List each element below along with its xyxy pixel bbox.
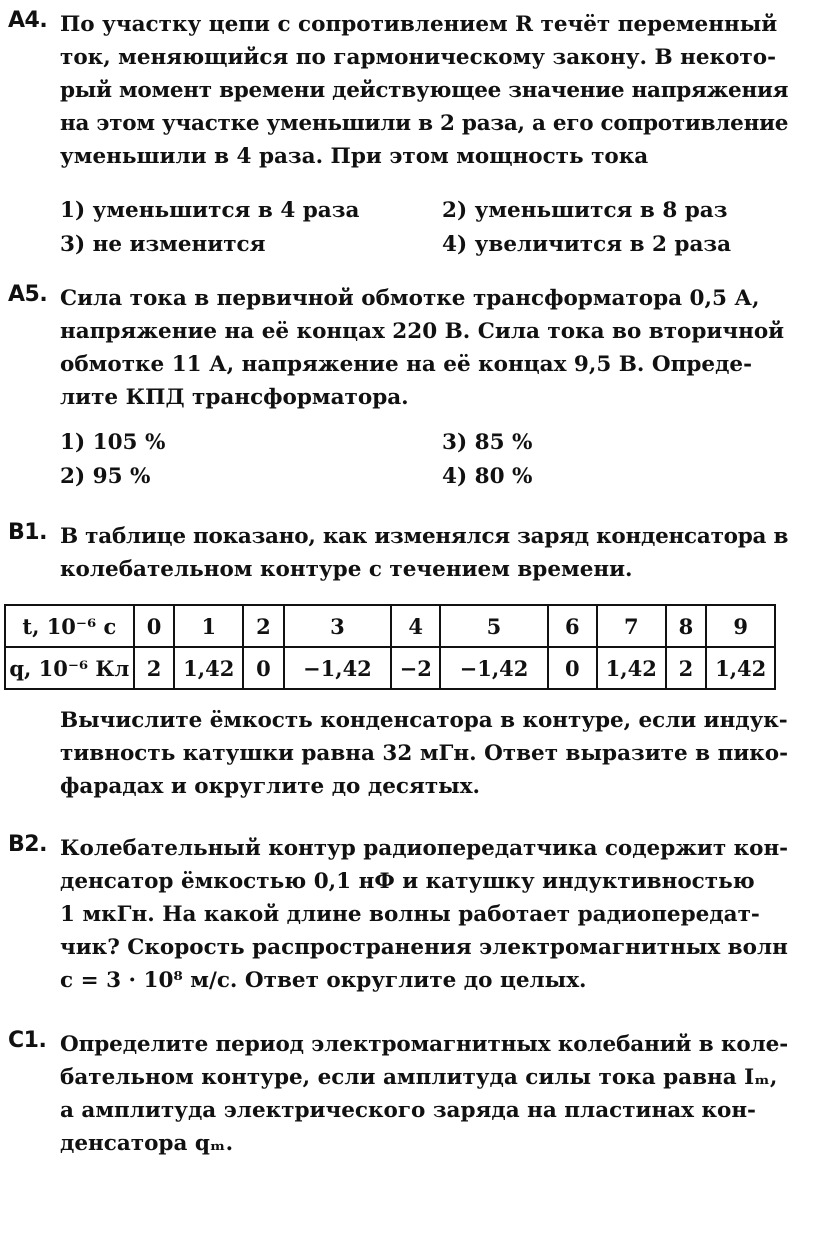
text-line: чик? Скорость распространения электромагнитных волн	[60, 935, 788, 960]
task-text	[60, 832, 788, 997]
text-line: 1 мкГн. На какой длине волны работает радиопередат-	[60, 902, 760, 927]
table-cell: 1,42	[706, 647, 775, 689]
answer-option: 1) 105 %	[60, 430, 166, 455]
task-text	[60, 520, 788, 586]
table-cell: 0	[134, 605, 175, 647]
table-row	[5, 605, 775, 647]
table-header-cell: q, 10⁻⁶ Кл	[5, 647, 134, 689]
answer-option: 3) 85 %	[442, 430, 533, 455]
text-line: лите КПД трансформатора.	[60, 385, 409, 410]
text-line: денсатор ёмкостью 0,1 нФ и катушку индуктивностью	[60, 869, 755, 894]
table-cell: −2	[391, 647, 440, 689]
text-line: колебательном контуре с течением времени.	[60, 557, 633, 582]
table-cell: 2	[134, 647, 175, 689]
text-line: Колебательный контур радиопередатчика содержит кон-	[60, 836, 789, 861]
text-line: фарадах и округлите до десятых.	[60, 774, 481, 799]
task-text	[60, 704, 788, 803]
table-row	[5, 647, 775, 689]
table-cell: −1,42	[440, 647, 547, 689]
text-line: c = 3 · 10⁸ м/с. Ответ округлите до целых.	[60, 968, 587, 993]
task-label: А5.	[8, 282, 48, 307]
table-cell: 6	[548, 605, 597, 647]
table-cell: 1,42	[597, 647, 666, 689]
text-line: По участку цепи с сопротивлением R течёт переменный	[60, 12, 778, 37]
task-label: А4.	[8, 8, 48, 33]
table-cell: 1,42	[174, 647, 243, 689]
table-cell: 9	[706, 605, 775, 647]
table-cell: 0	[243, 647, 284, 689]
text-line: напряжение на её концах 220 В. Сила тока во вторичной	[60, 319, 785, 344]
table-cell: 4	[391, 605, 440, 647]
text-line: денсатора qₘ.	[60, 1131, 234, 1156]
answer-option: 3) не изменится	[60, 232, 266, 257]
table-cell: 7	[597, 605, 666, 647]
table-cell: 3	[284, 605, 391, 647]
text-line: обмотке 11 А, напряжение на её концах 9,5 В. Опреде-	[60, 352, 753, 377]
table-cell: −1,42	[284, 647, 391, 689]
text-line: бательном контуре, если амплитуда силы тока равна Iₘ,	[60, 1065, 778, 1090]
table-cell: 5	[440, 605, 547, 647]
table-cell: 1	[174, 605, 243, 647]
answer-option: 2) 95 %	[60, 464, 151, 489]
table-cell: 0	[548, 647, 597, 689]
text-line: рый момент времени действующее значение напряжения	[60, 78, 789, 103]
answer-option: 2) уменьшится в 8 раз	[442, 198, 728, 223]
task-text	[60, 8, 788, 173]
table-cell: 2	[666, 647, 707, 689]
text-line: а амплитуда электрического заряда на пластинах кон-	[60, 1098, 756, 1123]
text-line: на этом участке уменьшили в 2 раза, а его сопротивление	[60, 111, 789, 136]
table-header-cell: t, 10⁻⁶ с	[5, 605, 134, 647]
table-cell: 8	[666, 605, 707, 647]
charge-table	[4, 604, 776, 690]
text-line: тивность катушки равна 32 мГн. Ответ выразите в пико-	[60, 741, 789, 766]
task-label: В2.	[8, 832, 47, 857]
answer-option: 1) уменьшится в 4 раза	[60, 198, 360, 223]
text-line: Сила тока в первичной обмотке трансформатора 0,5 А,	[60, 286, 760, 311]
answer-option: 4) увеличится в 2 раза	[442, 232, 732, 257]
task-text	[60, 282, 788, 414]
task-label: В1.	[8, 520, 47, 545]
text-line: В таблице показано, как изменялся заряд конденсатора в	[60, 524, 789, 549]
task-text	[60, 1028, 788, 1160]
table-cell: 2	[243, 605, 284, 647]
text-line: уменьшили в 4 раза. При этом мощность тока	[60, 144, 649, 169]
task-label: С1.	[8, 1028, 47, 1053]
text-line: Вычислите ёмкость конденсатора в контуре, если индук-	[60, 708, 788, 733]
text-line: Определите период электромагнитных колебаний в коле-	[60, 1032, 789, 1057]
text-line: ток, меняющийся по гармоническому закону. В некото-	[60, 45, 777, 70]
answer-option: 4) 80 %	[442, 464, 533, 489]
